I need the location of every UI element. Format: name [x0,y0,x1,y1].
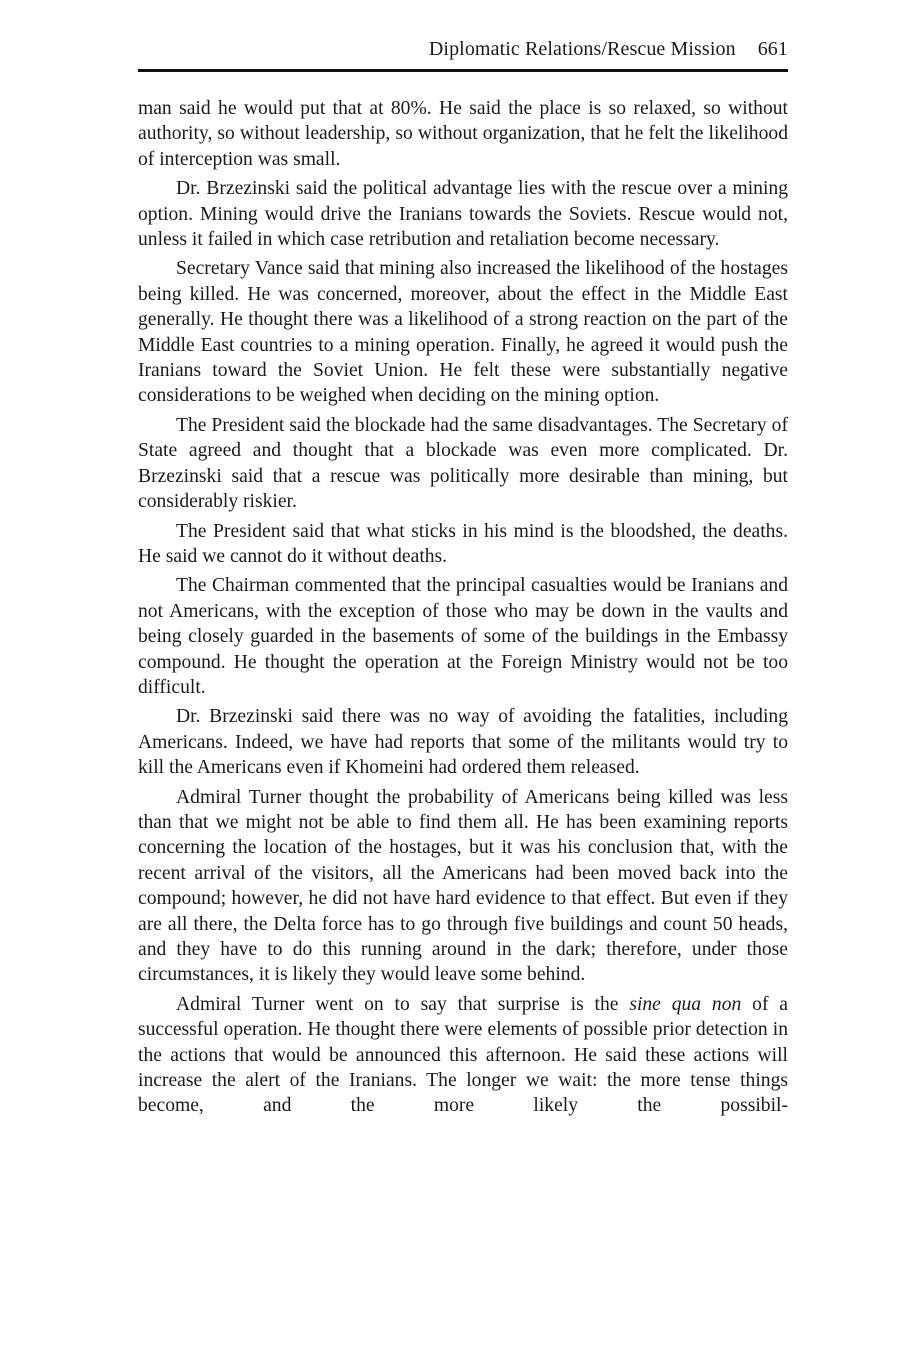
paragraph-last [138,992,788,1119]
running-title: Diplomatic Relations/Rescue Mission [428,38,736,60]
paragraph: The President said that what sticks in his mind is the bloodshed, the deaths. He said we cannot do it without deaths. [138,520,788,567]
paragraph-continued: man said he would put that at 80%. He said the place is so relaxed, so without authority, so without leadership, so without organization, that he felt the likelihood of interception was small. [138,98,788,170]
paragraph: The Chairman commented that the principal casualties would be Iranians and not Americans, with the exception of those who may be down in the vaults and being closely guarded in the basements of some of the buildings in the Embassy compound. He thought the operation at the Foreign Ministry would not be too difficult. [138,575,788,698]
body-text [138,96,788,1119]
paragraph-text: of a successful operation. He thought there were elements of possible prior detection in the actions that would be announced this afternoon. He said these actions will increase the alert of the Iranians. The longer we wait: the more tense things become, and the more likely the possibil- [138,993,788,1117]
document-page [138,36,788,1123]
paragraph: Admiral Turner thought the probability of Americans being killed was less than that we might not be able to find them all. He has been examining reports concerning the location of the hostages, but it was his conclusion that, with the recent arrival of the visitors, all the Americans had been moved back into the compound; however, he did not have hard evidence to that effect. But even if they are all there, the Delta force has to go through five buildings and count 50 heads, and they have to do this running around in the dark; therefore, under those circumstances, it is likely they would leave some behind. [138,786,788,986]
page-number: 661 [757,38,788,60]
paragraph: Secretary Vance said that mining also increased the likelihood of the hostages being killed. He was concerned, moreover, about the effect in the Middle East generally. He thought there was a likelihood of a strong reaction on the part of the Middle East countries to a mining operation. Finally, he agreed it would push the Iranians toward the Soviet Union. He felt these were substantially negative considerations to be weighed when deciding on the mining option. [138,258,788,407]
italic-phrase: sine qua non [629,993,742,1015]
running-header [138,36,788,64]
paragraph: The President said the blockade had the same disadvantages. The Secretary of State agreed and thought that a blockade was even more complicated. Dr. Brzezinski said that a rescue was politically more desirable than mining, but considerably riskier. [138,414,788,513]
paragraph: Dr. Brzezinski said the political advantage lies with the rescue over a mining option. Mining would drive the Iranians towards the Soviets. Rescue would not, unless it failed in which case retribution and retaliation become necessary. [138,178,788,251]
paragraph: Dr. Brzezinski said there was no way of avoiding the fatalities, including Americans. Indeed, we have had reports that some of the militants would try to kill the Americans even if Khomeini had ordered them released. [138,706,788,779]
paragraph-text: Admiral Turner went on to say that surprise is the [176,993,630,1015]
header-rule [138,69,788,72]
